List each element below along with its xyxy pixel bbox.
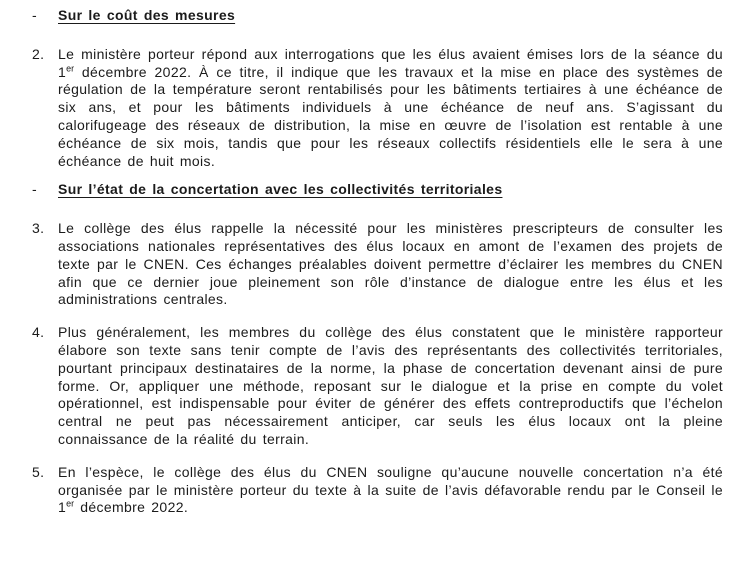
paragraph-2: [32, 46, 723, 171]
paragraph-text: Plus généralement, les membres du collège des élus constatent que le ministère rapporteur élabore son texte sans tenir compte de l’avis des représentants des collectivités territoriales, pourtant principaux destinataires de la norme, la phase de concertation devenant ainsi de pure forme. Or, appliquer une méthode, reposant sur le dialogue et la prise en compte du volet opérationnel, est indispensable pour éviter de générer des effets contreproductifs que l’échelon central ne peut pas nécessairement anticiper, car seuls les élus locaux ont la pleine connaissance de la réalité du terrain.: [58, 324, 723, 447]
paragraph-number: 2.: [32, 45, 45, 62]
paragraph-text-post: décembre 2022.: [74, 499, 189, 516]
superscript-ordinal: er: [66, 498, 75, 509]
paragraph-text: Le collège des élus rappelle la nécessité pour les ministères prescripteurs de consulter les associations nationales représentatives des élus locaux en amont de l’examen des projets de texte par le CNEN. Ces échanges préalables doivent permettre d’éclairer les membres du CNEN afin que ce dernier joue pleinement son rôle d’instance de dialogue entre les élus et les administrations centrales.: [58, 220, 723, 308]
paragraph-text-pre: Le ministère porteur répond aux interrogations que les élus avaient émises lors de la séance du 1: [58, 45, 723, 80]
paragraph-number: 4.: [32, 324, 45, 341]
paragraph-text: [58, 46, 723, 171]
heading-dash: -: [32, 181, 38, 198]
paragraph-text-post: décembre 2022. À ce titre, il indique que les travaux et la mise en place des systèmes de régulation de la température seront rentabilisés pour les bâtiments tertiaires à une échéance de six ans, et pour les bâtiments individuels à une échéance de neuf ans. S’agissant du calorifugeage des réseaux de distribution, la mise en œuvre de l’isolation est rentable à une échéance de six mois, tandis que pour les réseaux collectifs résidentiels elle le sera à une échéance de huit mois.: [58, 63, 723, 169]
paragraph-text-pre: En l’espèce, le collège des élus du CNEN souligne qu’aucune nouvelle concertation n’a été organisée par le ministère porteur du texte à la suite de l’avis défavorable rendu par le Conseil le 1: [58, 463, 723, 516]
superscript-ordinal: er: [66, 62, 75, 73]
section-heading-cost: [32, 7, 723, 25]
paragraph-4: [32, 324, 723, 449]
paragraph-3: [32, 220, 723, 309]
paragraph-text: [58, 464, 723, 517]
section-heading-label: Sur le coût des mesures: [58, 7, 236, 23]
paragraph-number: 5.: [32, 463, 45, 480]
section-heading-concertation: [32, 181, 723, 199]
paragraph-number: 3.: [32, 220, 45, 237]
paragraph-5: [32, 464, 723, 517]
section-heading-label: Sur l’état de la concertation avec les collectivités territoriales: [58, 181, 503, 198]
heading-dash: -: [32, 7, 38, 23]
